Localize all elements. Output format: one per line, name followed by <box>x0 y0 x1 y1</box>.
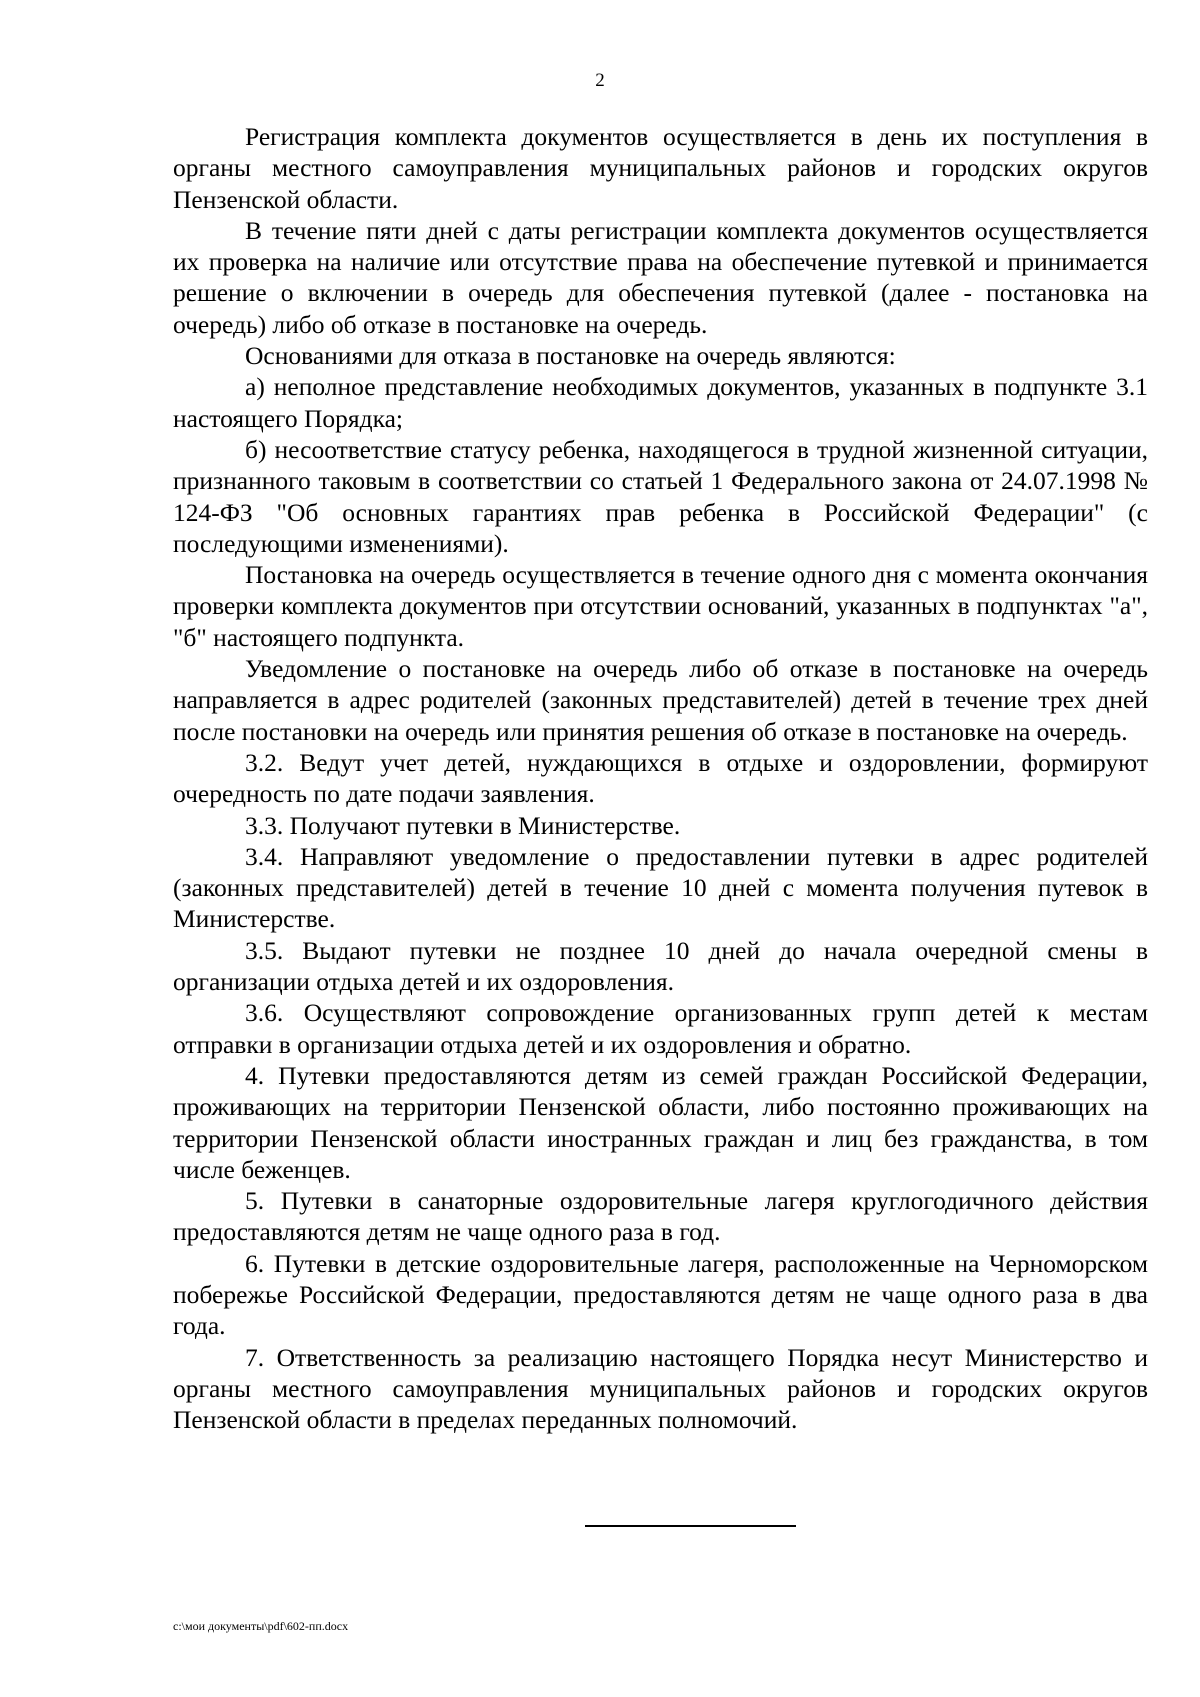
paragraph-3-3: 3.3. Получают путевки в Министерстве. <box>245 810 681 840</box>
paragraph-queue-placement: Постановка на очередь осуществляется в течение одного дня с момента окончания проверки комплекта документов при отсутствии оснований, указанных в подпунктах "а", "б" настоящего подпункта. <box>173 560 1148 652</box>
paragraph-3-6: 3.6. Осуществляют сопровождение организованных групп детей к местам отправки в организации отдыха детей и их оздоровления и обратно. <box>173 998 1148 1059</box>
page-number: 2 <box>595 70 605 91</box>
paragraph-refusal-grounds: Основаниями для отказа в постановке на очередь являются: <box>245 341 896 371</box>
paragraph-7: 7. Ответственность за реализацию настоящего Порядка несут Министерство и органы местного самоуправления муниципальных районов и городских округов Пензенской области в пределах переданных полномочий. <box>173 1342 1148 1435</box>
paragraph-3-4: 3.4. Направляют уведомление о предоставлении путевки в адрес родителей (законных представителей) детей в течение 10 дней с момента получения путевок в Министерстве. <box>173 841 1148 934</box>
paragraph-registration: Регистрация комплекта документов осуществляется в день их поступления в органы местного самоуправления муниципальных районов и городских округов Пензенской области. <box>173 122 1148 214</box>
footer-file-path: c:\мои документы\pdf\602-пп.docx <box>173 1619 349 1633</box>
paragraph-verification: В течение пяти дней с даты регистрации комплекта документов осуществляется их проверка на наличие или отсутствие права на обеспечение путевкой и принимается решение о включении в очередь для обеспечения путевкой (далее - постановка на очередь) либо об отказе в постановке на очередь. <box>173 215 1148 339</box>
paragraph-5: 5. Путевки в санаторные оздоровительные лагеря круглогодичного действия предоставляются детям не чаще одного раза в год. <box>173 1186 1148 1247</box>
paragraph-4: 4. Путевки предоставляются детям из семей граждан Российской Федерации, проживающих на территории Пензенской области, либо постоянно проживающих на территории Пензенской области иностранных граждан и лиц без гражданства, в том числе беженцев. <box>173 1060 1148 1184</box>
end-separator-line <box>585 1525 796 1527</box>
document-body <box>173 121 1148 1435</box>
paragraph-notification: Уведомление о постановке на очередь либо об отказе в постановке на очередь направляется в адрес родителей (законных представителей) детей в течение трех дней после постановки на очередь или принятия решения об отказе в постановке на очередь. <box>173 654 1148 746</box>
paragraph-3-2: 3.2. Ведут учет детей, нуждающихся в отдыхе и оздоровлении, формируют очередность по дате подачи заявления. <box>173 747 1148 809</box>
paragraph-3-5: 3.5. Выдают путевки не позднее 10 дней до начала очередной смены в организации отдыха детей и их оздоровления. <box>173 935 1148 997</box>
paragraph-6: 6. Путевки в детские оздоровительные лагеря, расположенные на Черноморском побережье Российской Федерации, предоставляются детям не чаще одного раза в два года. <box>173 1248 1148 1341</box>
paragraph-ground-b: б) несоответствие статусу ребенка, находящегося в трудной жизненной ситуации, признанного таковым в соответствии со статьей 1 Федерального закона от 24.07.1998 № 124-ФЗ "Об основных гарантиях прав ребенка в Российской Федерации" (с последующими изменениями). <box>173 434 1148 558</box>
paragraph-ground-a: а) неполное представление необходимых документов, указанных в подпункте 3.1 настоящего Порядка; <box>173 372 1148 433</box>
